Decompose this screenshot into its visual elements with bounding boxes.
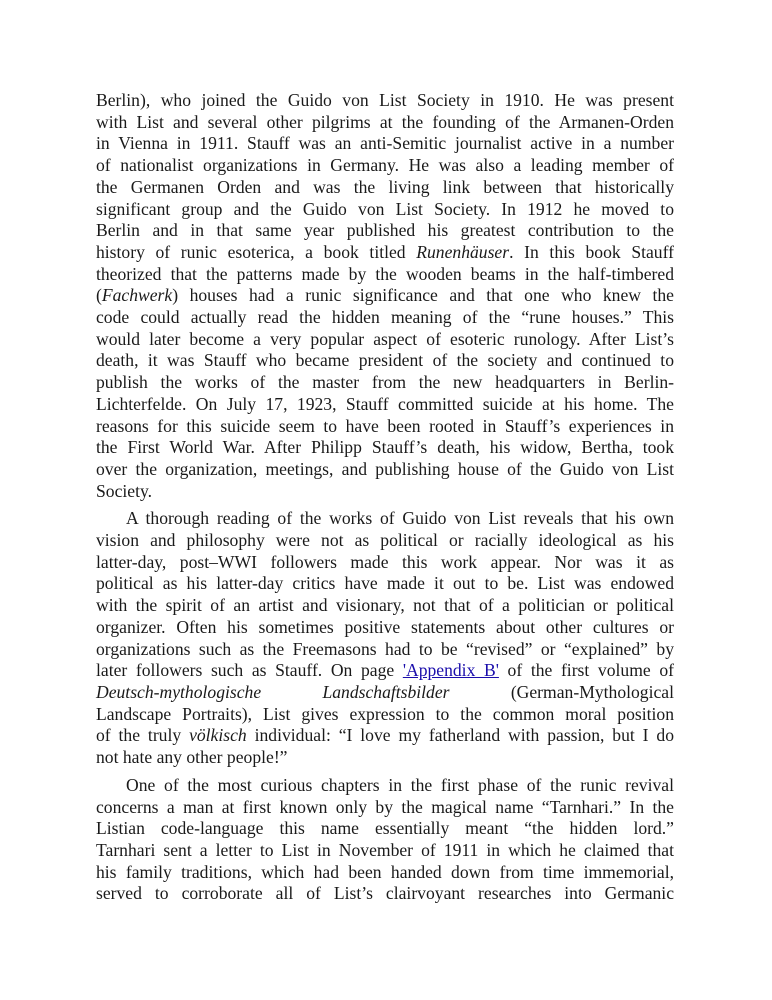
text-line: Listian code-language this name essentially meant “the hidden lord.” <box>96 818 674 839</box>
book-title-part: Deutsch-mythologische <box>96 681 262 702</box>
text-line <box>96 242 674 264</box>
text-line: not hate any other people!” <box>96 747 288 768</box>
paragraph-stauff <box>96 90 674 502</box>
text-line <box>96 660 674 682</box>
text-line: death, it was Stauff who became president of the society and continued to <box>96 350 674 371</box>
text-line: publish the works of the master from the new headquarters in Berlin- <box>96 372 674 393</box>
text-run: individual: “I love my fatherland with passion, but I do <box>246 725 674 746</box>
text-line: Berlin), who joined the Guido von List Society in 1910. He was present <box>96 90 674 110</box>
text-line <box>96 725 674 747</box>
text-line: code could actually read the hidden meaning of the “rune houses.” This <box>96 307 674 328</box>
text-line <box>96 682 674 704</box>
text-line: the Germanen Orden and was the living link between that historically <box>96 176 674 197</box>
text-line: in Vienna in 1911. Stauff was an anti-Semitic journalist active in a number <box>96 133 674 154</box>
text-line: Landscape Portraits), List gives expression to the common moral position <box>96 703 674 724</box>
text-line: of nationalist organizations in Germany. He was also a leading member of <box>96 155 674 176</box>
text-line: organizations such as the Freemasons had to be “revised” or “explained” by <box>96 638 674 659</box>
text-line: latter-day, post–WWI followers made this work appear. Nor was it as <box>96 551 674 572</box>
text-run: ( <box>96 285 102 306</box>
text-line: with List and several other pilgrims at the founding of the Armanen-Orden <box>96 111 674 132</box>
text-line: reasons for this suicide seem to have been rooted in Stauff’s experiences in <box>96 415 674 436</box>
text-line: Lichterfelde. On July 17, 1923, Stauff committed suicide at his home. The <box>96 393 674 414</box>
text-line: over the organization, meetings, and publishing house of the Guido von List <box>96 458 674 479</box>
text-line: significant group and the Guido von List Society. In 1912 he moved to <box>96 198 674 219</box>
text-run: history of runic esoterica, a book titled <box>96 241 417 262</box>
text-line: vision and philosophy were not as political or racially ideological as his <box>96 530 674 551</box>
text-run: of the truly <box>96 725 190 746</box>
text-line: Society. <box>96 480 153 501</box>
text-line: the First World War. After Philipp Stauff’s death, his widow, Bertha, took <box>96 437 674 458</box>
text-run: . In this book Stauff <box>509 241 674 262</box>
text-line: his family traditions, which had been handed down from time immemorial, <box>96 861 674 882</box>
text-line: Tarnhari sent a letter to List in November of 1911 in which he claimed that <box>96 839 674 860</box>
book-title-part: Landschaftsbilder <box>322 681 450 702</box>
text-run: ) houses had a runic significance and that one who knew the <box>172 285 674 306</box>
text-run: (German-Mythological <box>510 681 674 702</box>
paragraph-list-philosophy <box>96 508 674 768</box>
text-line: political as his latter-day critics have made it out to be. List was endowed <box>96 573 674 594</box>
text-line: theorized that the patterns made by the wooden beams in the half-timbered <box>96 263 674 284</box>
text-line: organizer. Often his sometimes positive statements about other cultures or <box>96 616 674 637</box>
text-run: later followers such as Stauff. On page <box>96 660 403 681</box>
text-line: concerns a man at first known only by the magical name “Tarnhari.” In the <box>96 796 674 817</box>
text-line: served to corroborate all of List’s clairvoyant researches into Germanic <box>96 883 674 904</box>
paragraph-tarnhari <box>96 775 674 905</box>
text-line: would later become a very popular aspect of esoteric runology. After List’s <box>96 328 674 349</box>
text-line <box>96 285 674 307</box>
text-run: of the first volume of <box>498 660 674 681</box>
term-fachwerk: Fachwerk <box>101 285 173 306</box>
text-line: Berlin and in that same year published his greatest contribution to the <box>96 220 674 241</box>
text-line: A thorough reading of the works of Guido von List reveals that his own <box>126 508 674 529</box>
book-page <box>96 90 674 911</box>
book-title-runenhauser: Runenhäuser <box>416 241 510 262</box>
text-line: One of the most curious chapters in the first phase of the runic revival <box>126 774 674 795</box>
appendix-b-link[interactable]: 'Appendix B' <box>402 660 499 681</box>
term-volkisch: völkisch <box>189 725 247 746</box>
text-line: with the spirit of an artist and visionary, not that of a politician or political <box>96 595 674 616</box>
